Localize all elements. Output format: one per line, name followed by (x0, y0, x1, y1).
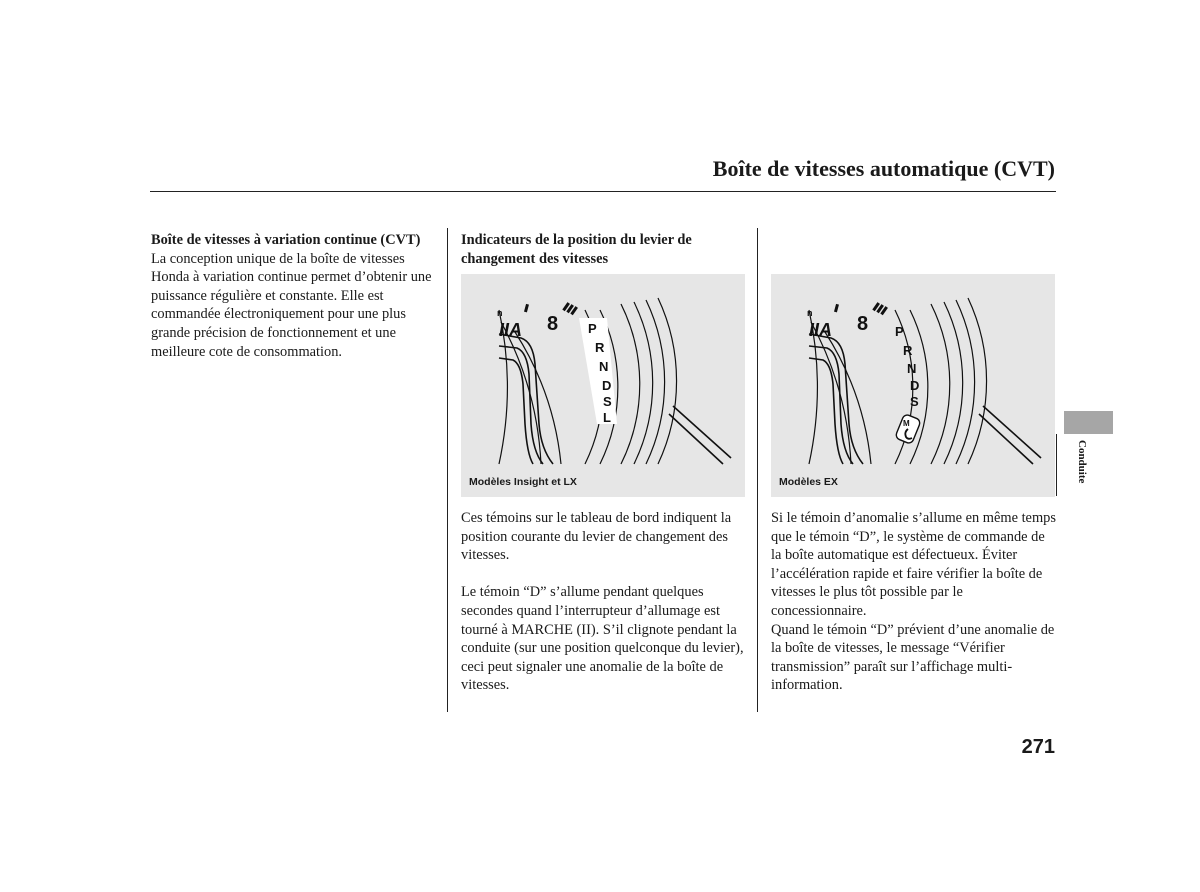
figure-caption-ex: Modèles EX (779, 476, 838, 488)
mode-badge-letter: M (903, 419, 910, 428)
figure-ex (771, 274, 1055, 497)
section-tab-label: Conduite (1076, 440, 1088, 484)
malfunction-paragraph-2: Quand le témoin “D” prévient d’une anomalie de la boîte de vitesses, le message “Vérifier transmission” paraît sur l’affichage multi-information. (771, 621, 1055, 694)
gear-d: D (602, 378, 612, 393)
header-rule (150, 191, 1056, 192)
gear-r: R (595, 340, 605, 355)
section-tab (1064, 411, 1113, 434)
gear-p: P (895, 324, 904, 339)
gear-indicator-illustration-lx (461, 274, 745, 497)
middle-column-heading-block (461, 231, 745, 268)
svg-text:IIA: IIA (499, 320, 523, 340)
gear-l: L (603, 410, 611, 425)
middle-column-body (461, 509, 745, 695)
right-column-body (771, 509, 1057, 695)
gear-s: S (603, 394, 612, 409)
figure-insight-lx (461, 274, 745, 497)
left-column (151, 231, 436, 361)
gear-s: S (910, 394, 919, 409)
gear-d: D (910, 378, 920, 393)
svg-text:n: n (497, 308, 503, 318)
section-tab-rule (1056, 434, 1057, 496)
figure-caption-lx: Modèles Insight et LX (469, 476, 577, 488)
gear-p: P (588, 321, 597, 336)
gear-n: N (599, 359, 609, 374)
page-title: Boîte de vitesses automatique (CVT) (712, 156, 1055, 181)
cvt-description: La conception unique de la boîte de vitesses Honda à variation continue permet d’obtenir une puissance régulière et constante. Elle est commandée électroniquement pour une plus grande précision de fonctionnement et une meilleure cote de consommation. (151, 250, 432, 360)
gauge-digit: 8 (857, 313, 869, 335)
column-divider-1 (447, 228, 448, 712)
column-divider-2 (757, 228, 758, 712)
section-heading-indicators: Indicateurs de la position du levier de changement des vitesses (461, 232, 692, 267)
indicator-paragraph-1: Ces témoins sur le tableau de bord indiquent la position courante du levier de changement des vitesses. (461, 510, 732, 564)
gear-r: R (903, 343, 913, 358)
malfunction-paragraph-1: Si le témoin d’anomalie s’allume en même temps que le témoin “D”, le système de commande de la boîte automatique est défectueux. Éviter l’accélération rapide et faire vérifier la boîte de vitesses le plus tôt possible par le concessionnaire. (771, 510, 1056, 619)
gauge-digit: 8 (547, 313, 559, 335)
section-heading-cvt: Boîte de vitesses à variation continue (CVT) (151, 232, 421, 248)
gear-indicator-illustration-ex (771, 274, 1055, 497)
manual-mode-badge (895, 414, 921, 445)
svg-text:IIA: IIA (809, 320, 833, 340)
page-number: 271 (1021, 736, 1055, 758)
gear-n: N (907, 361, 917, 376)
indicator-paragraph-2: Le témoin “D” s’allume pendant quelques secondes quand l’interrupteur d’allumage est tourné à MARCHE (II). S’il clignote pendant la conduite (sur une position quelconque du levier), ceci peut signaler une anomalie de la boîte de vitesses. (461, 584, 744, 694)
svg-text:n: n (807, 308, 813, 318)
